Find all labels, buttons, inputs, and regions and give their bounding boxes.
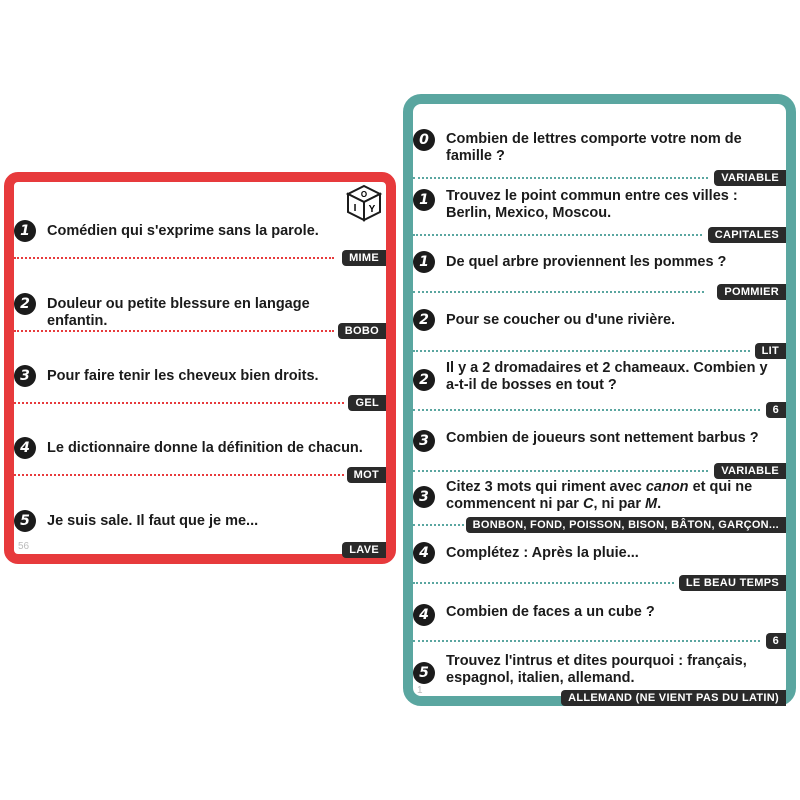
question-text: De quel arbre proviennent les pommes ?: [446, 254, 727, 270]
answer-label: BOBO: [338, 323, 386, 339]
answer-label: ALLEMAND (NE VIENT PAS DU LATIN): [561, 690, 786, 706]
question-item: [14, 502, 386, 554]
question-text: Trouvez l'intrus et dites pourquoi : français, espagnol, italien, allemand.: [446, 653, 747, 686]
question-text: Citez 3 mots qui riment avec canon et qui ne commencent ni par C, ni par M.: [446, 479, 753, 512]
dotted-divider: [14, 474, 344, 476]
difficulty-badge: 2: [413, 309, 435, 331]
question-item: [413, 236, 786, 298]
question-text: Combien de lettres comporte votre nom de famille ?: [446, 131, 742, 164]
answer-label: GEL: [348, 395, 386, 411]
question-text: Pour se coucher ou d'une rivière.: [446, 312, 676, 328]
answer-label: VARIABLE: [714, 463, 786, 479]
dotted-divider: [14, 257, 334, 259]
difficulty-badge: 4: [413, 604, 435, 626]
page-number: 56: [18, 541, 30, 552]
difficulty-badge: 4: [14, 437, 36, 459]
answer-label: CAPITALES: [708, 227, 786, 243]
answer-label: POMMIER: [717, 284, 786, 300]
difficulty-badge: 3: [14, 365, 36, 387]
question-item: [413, 476, 786, 534]
answer-label: LIT: [755, 343, 786, 359]
page-number: 1: [417, 685, 423, 696]
answer-label: VARIABLE: [714, 170, 786, 186]
difficulty-badge: 1: [413, 251, 435, 273]
question-text: Combien de joueurs sont nettement barbus ?: [446, 430, 759, 446]
answer-label: BONBON, FOND, POISSON, BISON, BÂTON, GARÇON...: [466, 517, 786, 533]
difficulty-badge: 5: [14, 510, 36, 532]
dotted-divider: [14, 402, 344, 404]
difficulty-badge: 1: [14, 220, 36, 242]
answer-label: MIME: [342, 250, 386, 266]
question-item: [413, 592, 786, 650]
question-item: [413, 534, 786, 592]
dotted-divider: [413, 470, 708, 472]
answer-label: 6: [766, 402, 786, 418]
answer-label: MOT: [347, 467, 386, 483]
difficulty-badge: 2: [14, 293, 36, 315]
question-item: [413, 178, 786, 241]
difficulty-badge: 1: [413, 189, 435, 211]
cube-face-b: I: [353, 203, 357, 214]
teal-question-card: [403, 94, 796, 706]
answer-label: 6: [766, 633, 786, 649]
difficulty-badge: 3: [413, 486, 435, 508]
question-item: [413, 418, 786, 476]
question-text: Comédien qui s'exprime sans la parole.: [47, 223, 319, 239]
question-item: [413, 120, 786, 184]
question-text: Douleur ou petite blessure en langage enfantin.: [47, 296, 310, 329]
question-text: Je suis sale. Il faut que je me...: [47, 513, 259, 529]
dotted-divider: [14, 330, 334, 332]
cube-face-a: O: [360, 190, 368, 199]
dotted-divider: [413, 640, 760, 642]
question-text: Complétez : Après la pluie...: [446, 545, 639, 561]
difficulty-badge: 4: [413, 542, 435, 564]
question-text: Il y a 2 dromadaires et 2 chameaux. Combien y a-t-il de bosses en tout ?: [446, 360, 768, 393]
difficulty-badge: 3: [413, 430, 435, 452]
dotted-divider: [413, 291, 704, 293]
answer-label: LE BEAU TEMPS: [679, 575, 786, 591]
question-item: [413, 294, 786, 357]
question-text: Combien de faces a un cube ?: [446, 604, 655, 620]
difficulty-badge: 5: [413, 662, 435, 684]
difficulty-badge: 2: [413, 369, 435, 391]
red-question-card: [4, 172, 396, 564]
question-text: Pour faire tenir les cheveux bien droits.: [47, 368, 319, 384]
dotted-divider: [413, 409, 760, 411]
question-item: [413, 352, 786, 418]
answer-label: LAVE: [342, 542, 386, 558]
question-text: Trouvez le point commun entre ces villes : Berlin, Mexico, Moscou.: [446, 188, 738, 221]
question-item: [14, 357, 386, 427]
question-item: [14, 285, 386, 355]
cube-face-c: Y: [368, 204, 376, 215]
difficulty-badge: 0: [413, 129, 435, 151]
question-item: [14, 212, 386, 282]
question-text: Le dictionnaire donne la définition de chacun.: [47, 440, 363, 456]
dotted-divider: [413, 582, 674, 584]
question-item: [413, 650, 786, 706]
question-item: [14, 429, 386, 499]
